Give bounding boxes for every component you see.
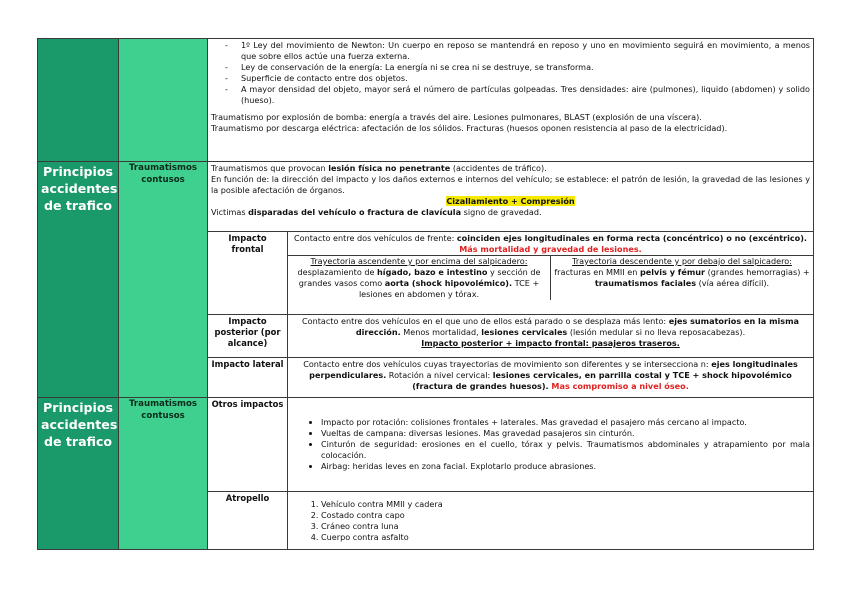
electric-paragraph: Traumatismo por descarga eléctrica: afectación de los sólidos. Fracturas (huesos oponen resistencia al paso de la electricidad).	[211, 123, 728, 133]
section-subtitle-1: Traumatismos contusos	[119, 162, 208, 398]
atropello-cell	[288, 492, 814, 550]
section-cell-dark-top	[38, 39, 119, 162]
impact-posterior-label: Impacto posterior (por alcance)	[208, 315, 288, 358]
list-item: • Vueltas de campana: diversas lesiones. Mas gravedad pasajeros sin cinturón.	[321, 428, 810, 439]
impact-lateral-cell: Contacto entre dos vehículos cuyas trayectorias de movimiento son diferentes y se intersecciona n: ejes longitudinales perpendiculares. Rotación a nivel cervical: lesiones cervicales, en parrilla costal y TCE + shock hipovolémico (fractura de grandes huesos). Mas compromiso a nivel óseo.	[288, 358, 814, 398]
physics-principles-cell	[208, 39, 814, 162]
list-item: - A mayor densidad del objeto, mayor será el número de partículas golpeadas. Tres densidades: aire (pulmones), liquido (abdomen) y solido (hueso).	[225, 84, 810, 106]
list-item: - Ley de conservación de la energía: La energía ni se crea ni se destruye, se transforma.	[225, 62, 810, 73]
atropello-list	[291, 499, 810, 543]
blast-paragraph: Traumatismo por explosión de bomba: energía a través del aire. Lesiones pulmonares, BLAST (explosión de una víscera).	[211, 112, 702, 122]
list-item: • Impacto por rotación: colisiones frontales + laterales. Mas gravedad el pasajero más cercano al impacto.	[321, 417, 810, 428]
section-title-1: Principios accidentes de trafico	[38, 162, 119, 398]
impact-frontal-label: Impacto frontal	[208, 232, 288, 315]
list-item: • Cinturón de seguridad: erosiones en el cuello, tórax y pelvis. Traumatismos abdominales y atrapamiento por mala colocación.	[321, 439, 810, 461]
section-title-2: Principios accidentes de trafico	[38, 398, 119, 550]
list-item: 4. Cuerpo contra asfalto	[321, 532, 810, 543]
trajectory-ascending: Trayectoria ascendente y por encima del salpicadero: desplazamiento de hígado, bazo e intestino y sección de grandes vasos como aorta (shock hipovolémico). TCE + lesiones en abdomen y tórax.	[288, 256, 551, 300]
trajectory-descending: Trayectoria descendente y por debajo del salpicadero: fracturas en MMII en pelvis y fémur (grandes hemorragias) + traumatismos faciales (vía aérea difícil).	[554, 256, 810, 288]
impact-lateral-label: Impacto lateral	[208, 358, 288, 398]
list-item: - 1º Ley del movimiento de Newton: Un cuerpo en reposo se mantendrá en reposo y uno en movimiento seguirá en movimiento, a menos que sobre ellos actúe una fuerza externa.	[225, 40, 810, 62]
notes-table	[37, 38, 814, 550]
physics-laws-list	[211, 40, 810, 106]
list-item: - Superficie de contacto entre dos objetos.	[225, 73, 810, 84]
impact-posterior-cell: Contacto entre dos vehículos en el que uno de ellos está parado o se desplaza más lento: ejes sumatorios en la misma dirección. Menos mortalidad, lesiones cervicales (lesión medular si no lleva reposacabezas). Impacto posterior + impacto frontal: pasajeros traseros.	[288, 315, 814, 358]
atropello-label: Atropello	[208, 492, 288, 550]
otros-impactos-list	[291, 417, 810, 472]
list-item: 3. Cráneo contra luna	[321, 521, 810, 532]
otros-impactos-cell	[288, 398, 814, 492]
intro-cell: Traumatismos que provocan lesión física no penetrante (accidentes de tráfico). En función de: la dirección del impacto y los daños externos e internos del vehículo; se establece: el patrón de lesión, la gravedad de las lesiones y la posible afectación de órganos. Cizallamiento + Compresión Victimas disparadas del vehículo o fractura de clavícula signo de gravedad.	[208, 162, 814, 232]
list-item: • Airbag: heridas leves en zona facial. Explotarlo produce abrasiones.	[321, 461, 810, 472]
trajectory-split	[288, 256, 813, 300]
section-cell-light-top	[119, 39, 208, 162]
highlight-label: Cizallamiento + Compresión	[446, 196, 575, 206]
intro-paragraph: En función de: la dirección del impacto y los daños externos e internos del vehículo; se establece: el patrón de lesión, la gravedad de las lesiones y la posible afectación de órganos.	[211, 174, 811, 195]
list-item: 1. Vehículo contra MMII y cadera	[321, 499, 810, 510]
impact-frontal-cell: Contacto entre dos vehículos de frente: coinciden ejes longitudinales en forma recta (concéntrico) o no (excéntrico). Más mortalidad y gravedad de lesiones. Trayectoria ascendente y por encima del salpicadero: desplazamiento de hígado, bazo e intestino y sección de grandes vasos como aorta (shock hipovolémico). TCE + lesiones en abdomen y tórax. Trayectoria descendente y por debajo del salpicadero: fracturas en MMII en pelvis y fémur (grandes hemorragias) + traumatismos faciales (vía aérea difícil).	[288, 232, 814, 315]
section-subtitle-2: Traumatismos contusos	[119, 398, 208, 550]
list-item: 2. Costado contra capo	[321, 510, 810, 521]
otros-impactos-label: Otros impactos	[208, 398, 288, 492]
